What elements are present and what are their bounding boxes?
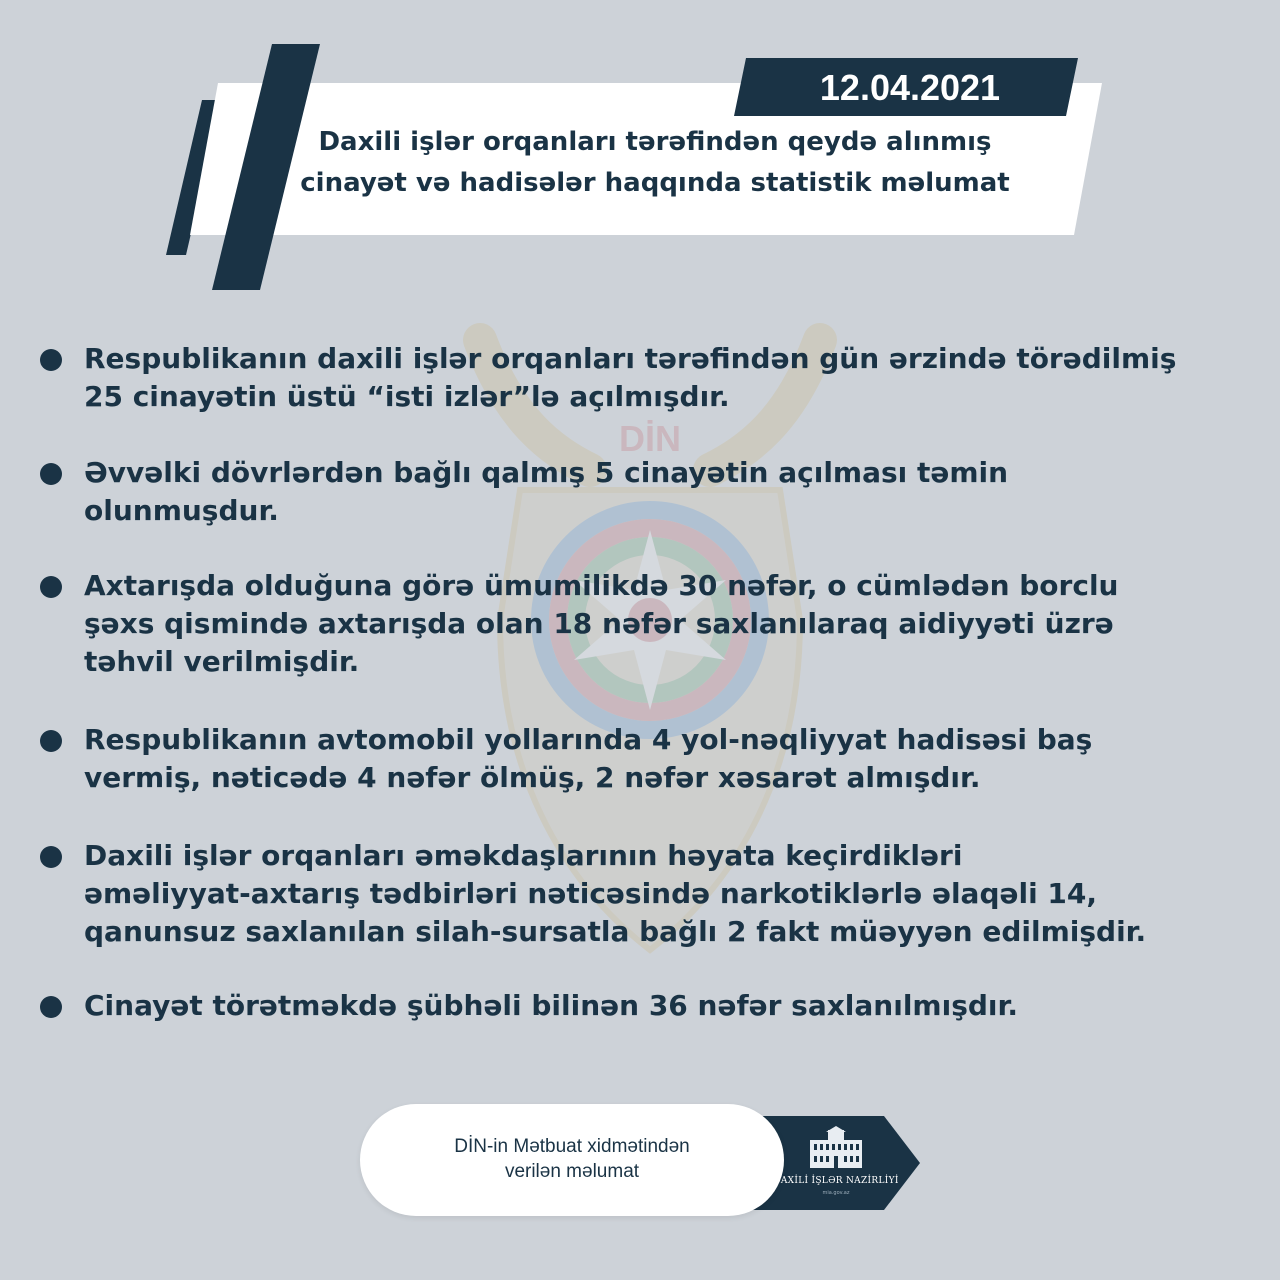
- list-item-line: Respublikanın avtomobil yollarında 4 yol-nəqliyyat hadisəsi baş: [84, 723, 1093, 756]
- title-line-2: cinayət və hadisələr haqqında statistik məlumat: [300, 168, 1010, 198]
- list-item: [40, 340, 1244, 416]
- list-item-line: qanunsuz saxlanılan silah-sursatla bağlı 2 fakt müəyyən edilmişdir.: [84, 915, 1147, 948]
- date-label: 12.04.2021: [819, 67, 1001, 108]
- bullet-icon: [40, 463, 62, 485]
- ministry-site: mia.gov.az: [822, 1190, 850, 1196]
- source-line-1: DİN-in Mətbuat xidmətindən: [454, 1136, 690, 1157]
- list-item-line: Respublikanın daxili işlər orqanları tərəfindən gün ərzində törədilmiş: [84, 342, 1177, 375]
- bullet-icon: [40, 576, 62, 598]
- list-item-line: 25 cinayətin üstü “isti izlər”lə açılmışdır.: [84, 380, 730, 413]
- list-item-text: [84, 567, 1244, 681]
- title-line-1: Daxili işlər orqanları tərəfindən qeydə alınmış: [318, 127, 992, 157]
- list-item-text: [84, 987, 1244, 1025]
- emblem-label: DİN: [619, 418, 681, 459]
- list-item-text: [84, 721, 1244, 797]
- bullet-icon: [40, 730, 62, 752]
- bullet-icon: [40, 846, 62, 868]
- list-item: [40, 837, 1244, 951]
- ministry-building-icon: [808, 1126, 864, 1170]
- list-item-line: Əvvəlki dövrlərdən bağlı qalmış 5 cinayətin açılması təmin: [84, 456, 1009, 489]
- list-item-line: Axtarışda olduğuna görə ümumilikdə 30 nəfər, o cümlədən borclu: [84, 569, 1119, 602]
- list-item: [40, 567, 1244, 681]
- list-item-line: vermiş, nəticədə 4 nəfər ölmüş, 2 nəfər xəsarət almışdır.: [84, 761, 981, 794]
- source-line-2: verilən məlumat: [504, 1161, 640, 1182]
- list-item: [40, 454, 1244, 530]
- bullet-icon: [40, 996, 62, 1018]
- list-item-line: Cinayət törətməkdə şübhəli bilinən 36 nəfər saxlanılmışdır.: [84, 989, 1018, 1022]
- list-item-line: olunmuşdur.: [84, 494, 279, 527]
- list-item-text: [84, 340, 1244, 416]
- page-title: [230, 122, 1080, 204]
- list-item-text: [84, 837, 1244, 951]
- list-item: [40, 721, 1244, 797]
- ministry-name: DAXİLİ İŞLƏR NAZİRLİYİ: [773, 1176, 899, 1186]
- list-item-line: əməliyyat-axtarış tədbirləri nəticəsində narkotiklərlə əlaqəli 14,: [84, 877, 1098, 910]
- list-item-line: şəxs qismində axtarışda olan 18 nəfər saxlanılaraq aidiyyəti üzrə: [84, 607, 1114, 640]
- source-text: [360, 1134, 784, 1184]
- list-item: [40, 987, 1244, 1025]
- list-item-text: [84, 454, 1244, 530]
- list-item-line: təhvil verilmişdir.: [84, 645, 360, 678]
- list-item-line: Daxili işlər orqanları əməkdaşlarının həyata keçirdikləri: [84, 839, 963, 872]
- bullet-icon: [40, 349, 62, 371]
